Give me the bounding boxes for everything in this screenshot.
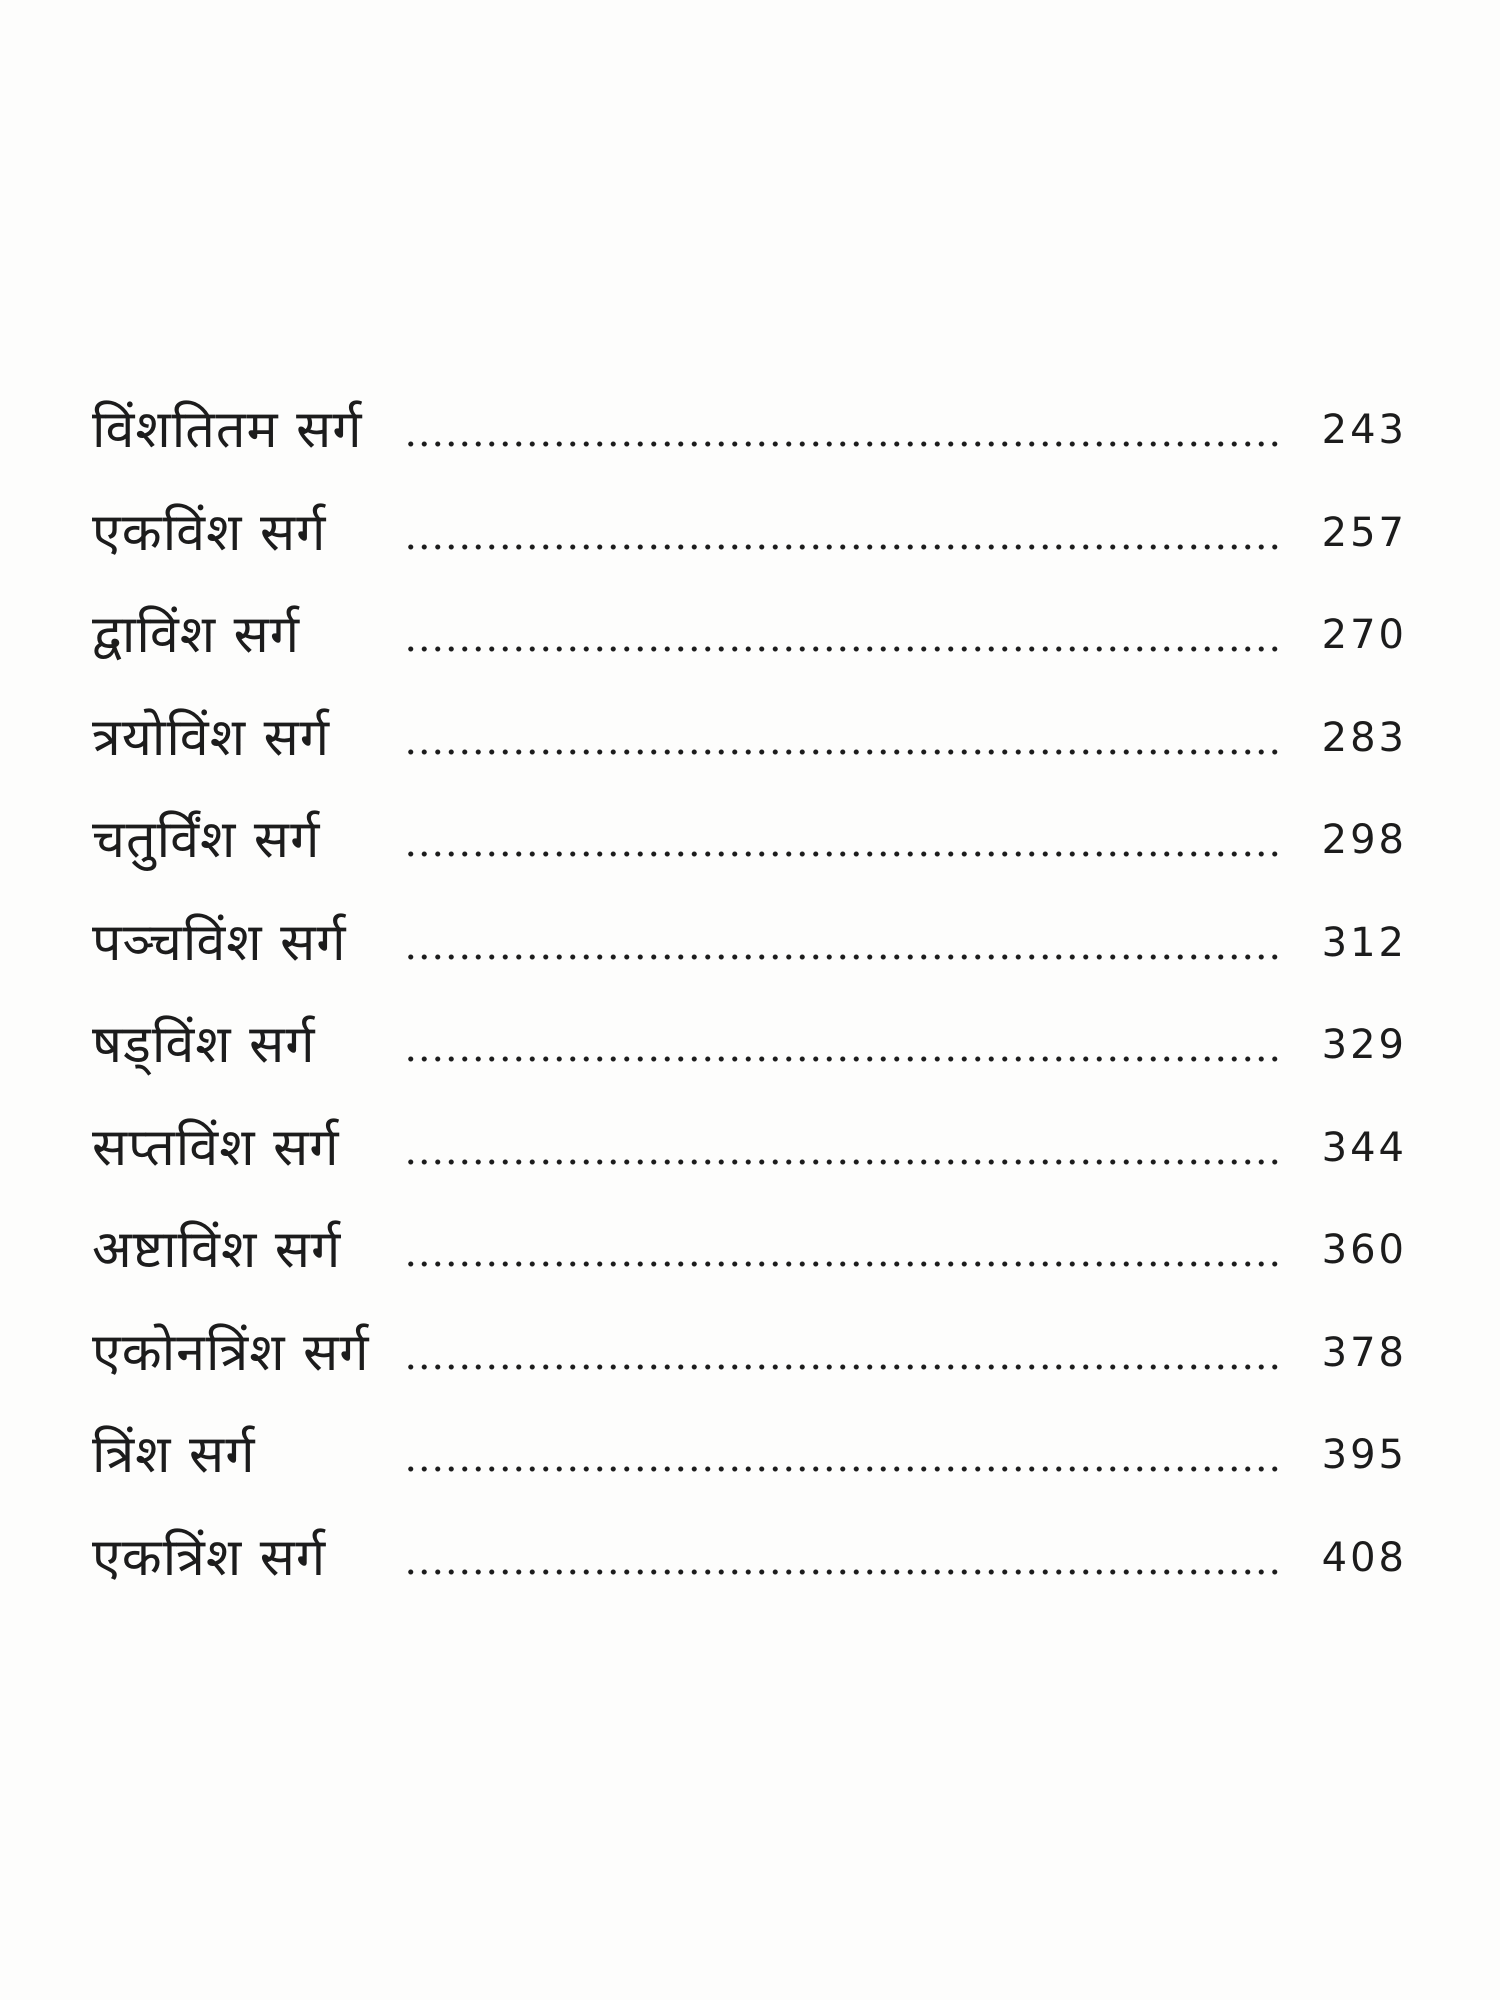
toc-entry-page: 298: [1321, 817, 1407, 863]
toc-entry: [92, 1318, 1407, 1421]
toc-entry: [92, 805, 1407, 908]
toc-entry-title: एकविंश सर्ग: [92, 502, 327, 563]
toc-entry-title: त्रिंश सर्ग: [92, 1425, 256, 1485]
toc-entry: [92, 1523, 1407, 1626]
toc-entry-page: 378: [1321, 1329, 1407, 1376]
toc-entry: [92, 395, 1407, 498]
toc-entry: [92, 1010, 1407, 1113]
toc-entry-title: एकत्रिंश सर्ग: [92, 1527, 327, 1588]
toc-entry-title: षड्विंश सर्ग: [92, 1015, 316, 1075]
toc-entry-page: 312: [1321, 919, 1407, 966]
dot-leader: [404, 1259, 1285, 1269]
toc-entry-page: 329: [1321, 1022, 1407, 1068]
toc-entry-page: 257: [1321, 509, 1407, 556]
toc-entry: [92, 703, 1407, 806]
toc-entry: [92, 1215, 1407, 1318]
toc-entry-page: 395: [1321, 1432, 1407, 1478]
toc-entry-page: 283: [1321, 714, 1407, 761]
toc-entry-title: द्वाविंश सर्ग: [92, 605, 301, 665]
toc-entry-page: 243: [1321, 407, 1407, 453]
dot-leader: [404, 849, 1285, 859]
dot-leader: [404, 1054, 1285, 1064]
dot-leader: [404, 952, 1285, 962]
toc-entry-page: 408: [1321, 1534, 1407, 1581]
toc-entry: [92, 908, 1407, 1011]
toc-entry-page: 344: [1321, 1124, 1407, 1171]
toc-entry: [92, 1420, 1407, 1523]
dot-leader: [404, 1157, 1285, 1167]
toc-entry-title: पञ्चविंश सर्ग: [92, 912, 347, 973]
dot-leader: [404, 1464, 1285, 1474]
toc-entry-title: चतुर्विंश सर्ग: [92, 810, 321, 870]
toc-entry: [92, 498, 1407, 601]
toc-entry: [92, 1113, 1407, 1216]
dot-leader: [404, 439, 1285, 449]
dot-leader: [404, 644, 1285, 654]
dot-leader: [404, 1567, 1285, 1577]
toc-entry-title: अष्टाविंश सर्ग: [92, 1220, 342, 1280]
dot-leader: [404, 1362, 1285, 1372]
toc-entry: [92, 600, 1407, 703]
table-of-contents: [92, 395, 1407, 1625]
dot-leader: [404, 747, 1285, 757]
toc-entry-title: सप्तविंश सर्ग: [92, 1117, 340, 1178]
toc-entry-title: एकोनत्रिंश सर्ग: [92, 1322, 370, 1383]
toc-entry-title: विंशतितम सर्ग: [92, 400, 363, 460]
dot-leader: [404, 542, 1285, 552]
toc-entry-page: 360: [1321, 1227, 1407, 1273]
toc-entry-page: 270: [1321, 612, 1407, 658]
toc-entry-title: त्रयोविंश सर्ग: [92, 707, 331, 768]
